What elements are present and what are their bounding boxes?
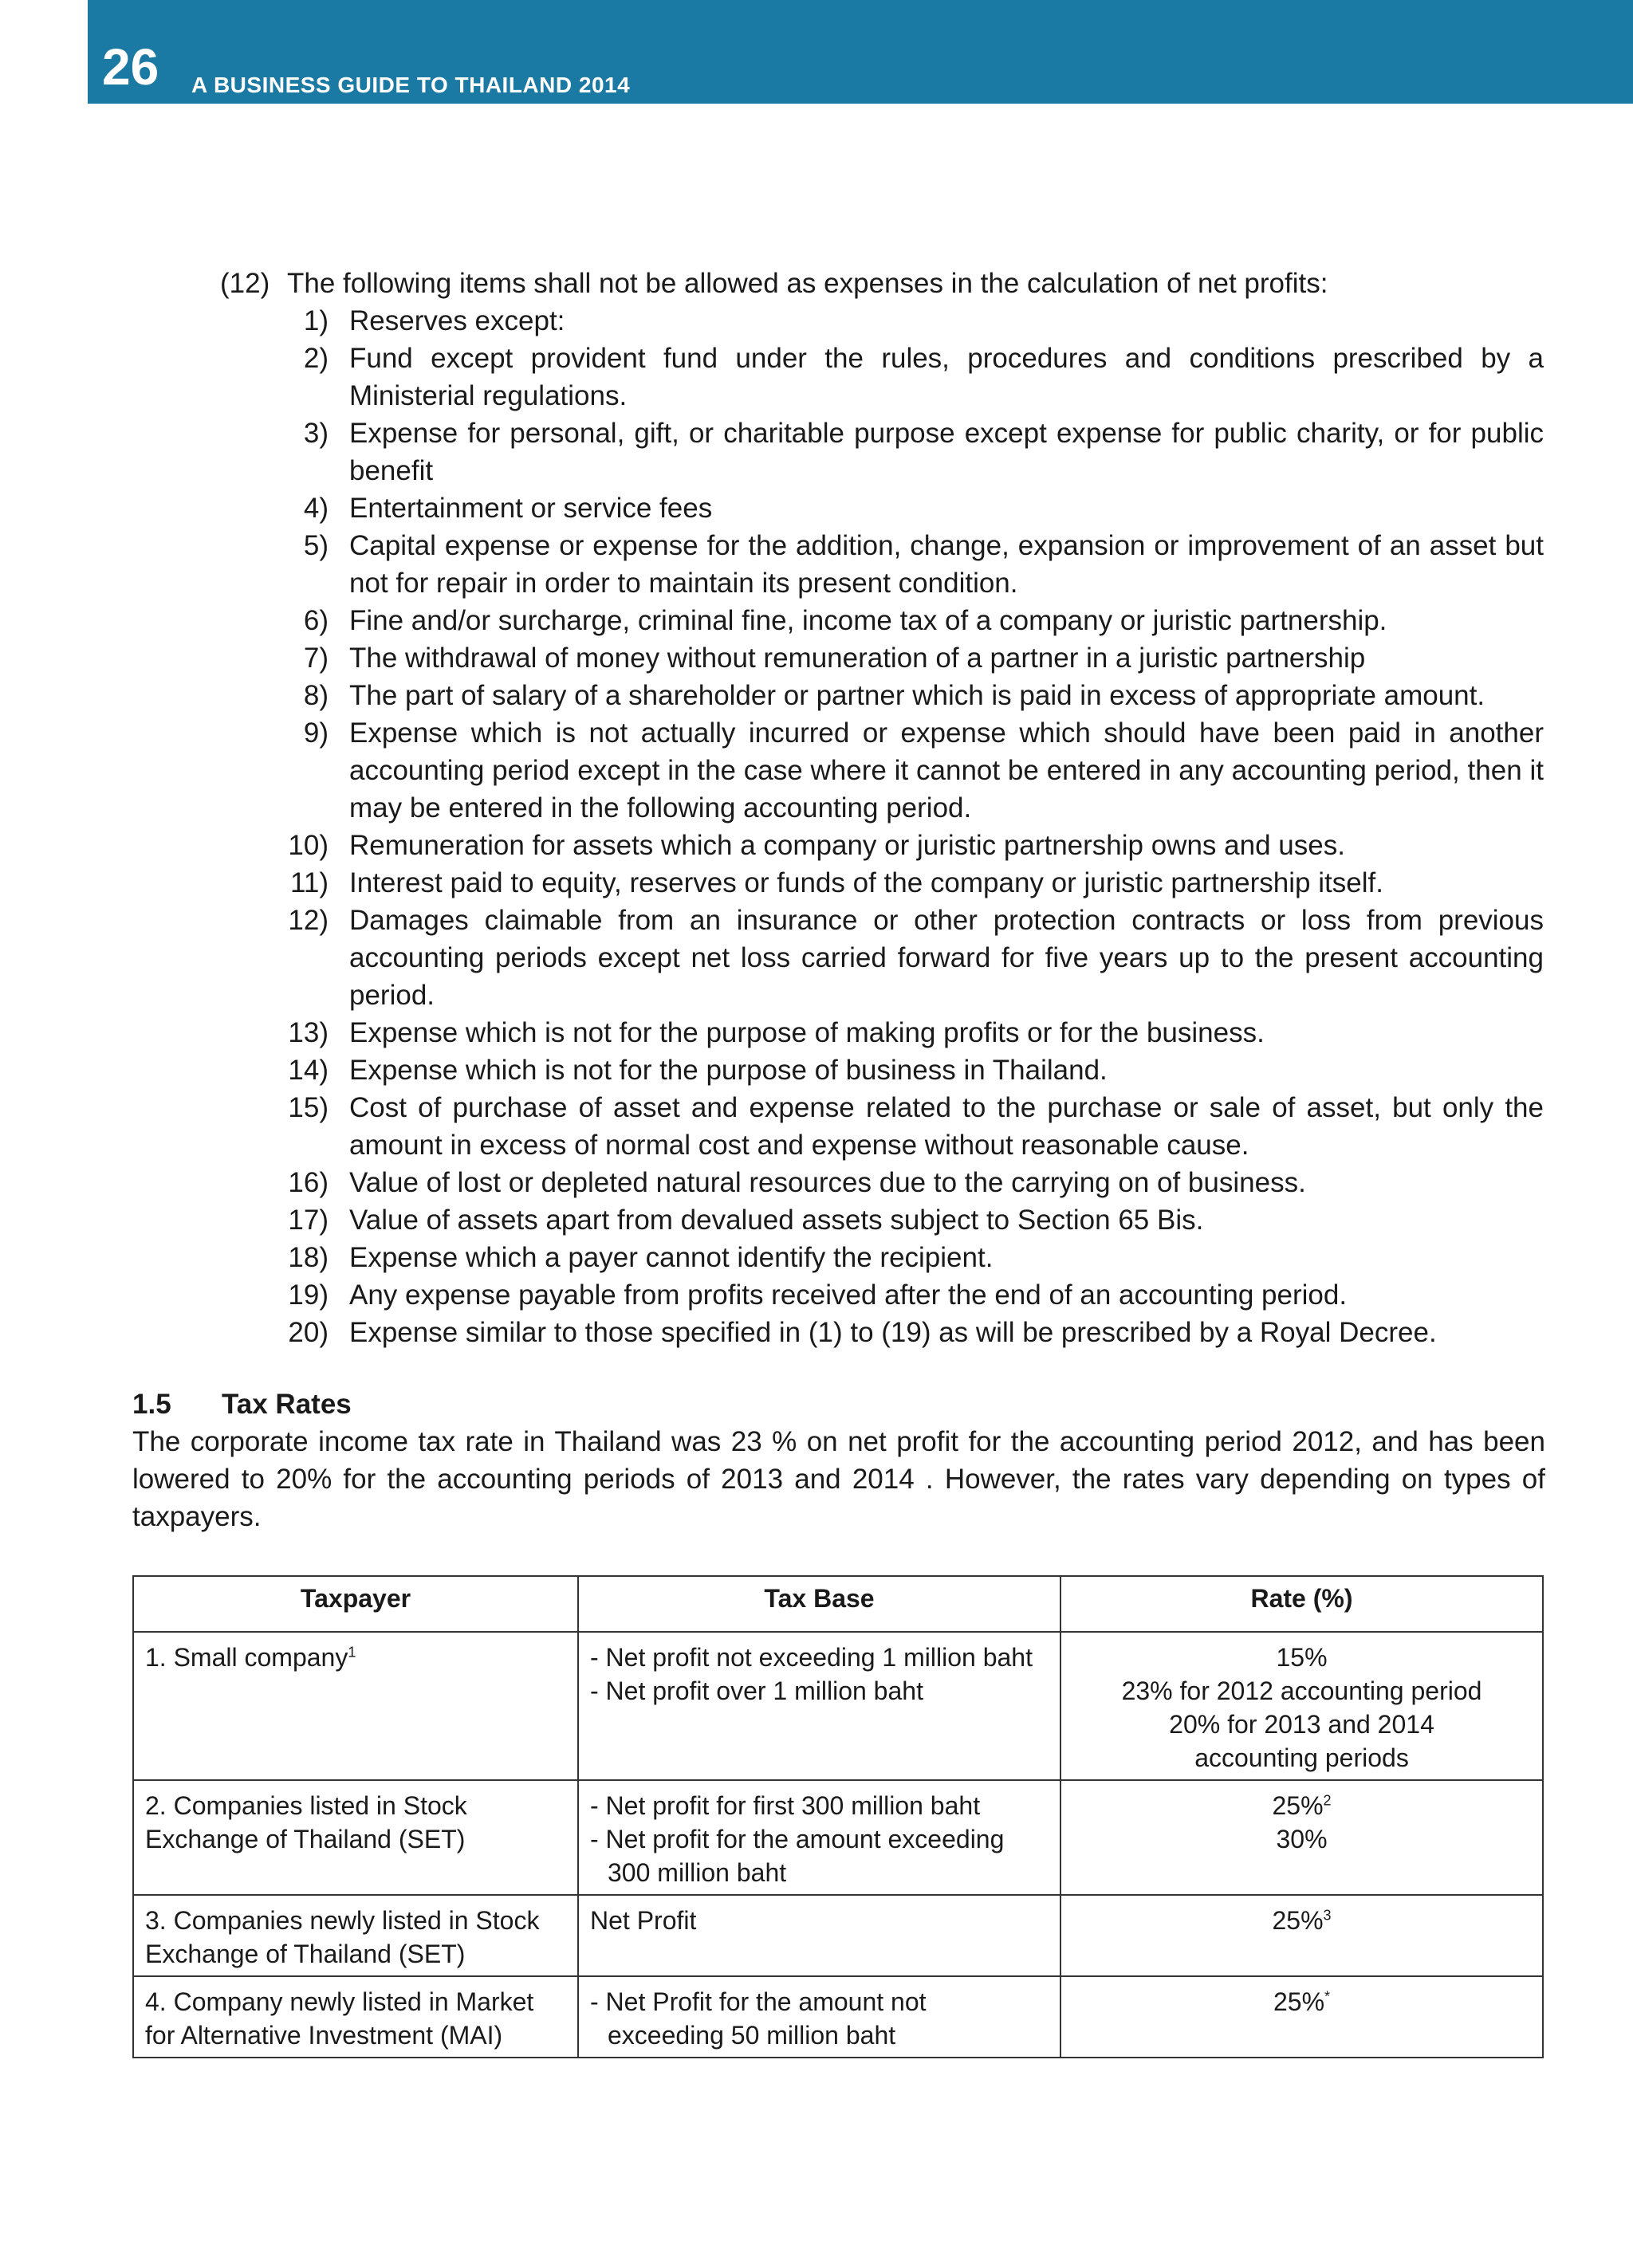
table-row (133, 1895, 1543, 1976)
list-item (284, 527, 1544, 602)
list-item-number: 13) (288, 1017, 329, 1048)
list-item-text: The withdrawal of money without remuneration of a partner in a juristic partnership (349, 643, 1366, 674)
section-title: Tax Rates (222, 1389, 352, 1420)
tax-base-cell (578, 1632, 1060, 1780)
list-item-number: 20) (288, 1317, 329, 1348)
list-item-text: Expense which is not for the purpose of making profits or for the business. (349, 1017, 1265, 1048)
list-item-text: Any expense payable from profits received after the end of an accounting period. (349, 1279, 1348, 1311)
section-12-intro (220, 265, 1560, 302)
list-item (284, 1201, 1544, 1239)
list-item-text: Fund except provident fund under the rules, procedures and conditions prescribed by a Ministerial regulations. (349, 343, 1544, 411)
taxpayer-cell (133, 1895, 578, 1976)
list-item (284, 1276, 1544, 1314)
rate-line: 23% for 2012 accounting period (1121, 1676, 1482, 1705)
footnote-marker: 3 (1323, 1907, 1332, 1924)
taxpayer-cell (133, 1976, 578, 2058)
list-item-text: Interest paid to equity, reserves or funds of the company or juristic partnership itself. (349, 867, 1383, 898)
list-item (284, 340, 1544, 415)
tax-base-cell (578, 1976, 1060, 2058)
rate-cell (1060, 1780, 1543, 1895)
table-row (133, 1976, 1543, 2058)
list-item-number: 17) (288, 1205, 329, 1236)
taxpayer-name: Exchange of Thailand (SET) (145, 1940, 466, 1968)
rate-line: 30% (1276, 1825, 1328, 1853)
list-item (284, 902, 1544, 1014)
rate-value: 25% (1272, 1791, 1324, 1820)
list-item (284, 1164, 1544, 1201)
list-item-text: Remuneration for assets which a company or juristic partnership owns and uses. (349, 830, 1345, 861)
tax-base-line: - Net profit for first 300 million baht (590, 1791, 981, 1820)
list-item-number: 10) (288, 830, 329, 861)
rate-value: 25% (1272, 1906, 1324, 1935)
rate-cell (1060, 1895, 1543, 1976)
list-item-number: 18) (288, 1242, 329, 1273)
list-item-number: 5) (303, 530, 329, 561)
rate-value: 25% (1273, 1987, 1325, 2016)
tax-base-line: 300 million baht (608, 1858, 787, 1887)
list-item-number: 8) (303, 680, 329, 711)
section-12-number: (12) (220, 268, 270, 299)
list-item-text: Value of lost or depleted natural resources due to the carrying on of business. (349, 1167, 1306, 1198)
list-item-number: 9) (303, 717, 329, 749)
header-bar (88, 0, 1633, 104)
rate-cell (1060, 1632, 1543, 1780)
list-item (284, 1014, 1544, 1051)
rate-line: 15% (1276, 1643, 1328, 1672)
disallowed-expenses-list (284, 302, 1544, 1351)
tax-base-line: - Net profit for the amount exceeding (590, 1825, 1005, 1853)
rate-line: accounting periods (1194, 1743, 1409, 1772)
tax-base-cell (578, 1780, 1060, 1895)
section-12-text: The following items shall not be allowed as expenses in the calculation of net profits: (287, 268, 1328, 299)
list-item (284, 1089, 1544, 1164)
list-item (284, 677, 1544, 714)
tax-base-line: exceeding 50 million baht (608, 2021, 896, 2050)
tax-base-line: - Net profit not exceeding 1 million baht (590, 1643, 1033, 1672)
column-header-tax-base: Tax Base (578, 1576, 1060, 1632)
list-item (284, 827, 1544, 864)
rate-line (1072, 1985, 1531, 2018)
list-item-number: 7) (303, 643, 329, 674)
tax-base-line: Net Profit (590, 1906, 697, 1935)
list-item-text: Cost of purchase of asset and expense related to the purchase or sale of asset, but only the amount in excess of normal cost and expense without reasonable cause. (349, 1092, 1544, 1161)
list-item-number: 3) (303, 418, 329, 449)
list-item-number: 14) (288, 1055, 329, 1086)
list-item-number: 16) (288, 1167, 329, 1198)
list-item (284, 415, 1544, 489)
list-item-text: Damages claimable from an insurance or other protection contracts or loss from previous accounting periods except net loss carried forward for five years up to the present accounting period. (349, 905, 1544, 1011)
tax-rates-paragraph: The corporate income tax rate in Thailand was 23 % on net profit for the accounting period 2012, and has been lowered to 20% for the accounting periods of 2013 and 2014 . However, the rates vary depending on types of taxpayers. (132, 1426, 1545, 1532)
list-item (284, 489, 1544, 527)
list-item-number: 12) (288, 905, 329, 936)
list-item-number: 4) (303, 493, 329, 524)
taxpayer-name: 4. Company newly listed in Market (145, 1987, 534, 2016)
list-item (284, 302, 1544, 340)
list-item-text: Expense which is not for the purpose of business in Thailand. (349, 1055, 1108, 1086)
list-item-text: Value of assets apart from devalued assets subject to Section 65 Bis. (349, 1205, 1204, 1236)
list-item (284, 1051, 1544, 1089)
rate-line (1072, 1789, 1531, 1822)
tax-rates-table (132, 1575, 1544, 2058)
footnote-marker: * (1324, 1988, 1331, 2005)
list-item (284, 714, 1544, 827)
table-row (133, 1780, 1543, 1895)
list-item-text: Reserves except: (349, 305, 565, 336)
column-header-taxpayer: Taxpayer (133, 1576, 578, 1632)
guide-title: A BUSINESS GUIDE TO THAILAND 2014 (191, 73, 631, 97)
list-item-text: Fine and/or surcharge, criminal fine, income tax of a company or juristic partnership. (349, 605, 1387, 636)
list-item-number: 19) (288, 1279, 329, 1311)
column-header-rate: Rate (%) (1060, 1576, 1543, 1632)
list-item (284, 602, 1544, 639)
list-item (284, 1314, 1544, 1351)
section-heading (132, 1386, 352, 1423)
taxpayer-name: Exchange of Thailand (SET) (145, 1825, 466, 1853)
rate-line (1072, 1904, 1531, 1937)
list-item-number: 6) (303, 605, 329, 636)
page-number: 26 (102, 38, 159, 96)
list-item-text: Expense for personal, gift, or charitable purpose except expense for public charity, or for public benefit (349, 418, 1544, 486)
list-item (284, 639, 1544, 677)
taxpayer-cell (133, 1780, 578, 1895)
rate-line: 20% for 2013 and 2014 (1169, 1710, 1434, 1739)
list-item-number: 15) (288, 1092, 329, 1123)
tax-base-line: - Net profit over 1 million baht (590, 1676, 923, 1705)
list-item-text: Expense which is not actually incurred or expense which should have been paid in another accounting period except in the case where it cannot be entered in any accounting period, then it may be entered in the following accounting period. (349, 717, 1544, 823)
list-item (284, 864, 1544, 902)
footnote-marker: 2 (1323, 1792, 1332, 1809)
rate-cell (1060, 1976, 1543, 2058)
tax-base-cell (578, 1895, 1060, 1976)
list-item-number: 1) (303, 305, 329, 336)
list-item-text: The part of salary of a shareholder or partner which is paid in excess of appropriate amount. (349, 680, 1485, 711)
taxpayer-name: 1. Small company (145, 1643, 348, 1672)
taxpayer-name: 2. Companies listed in Stock (145, 1791, 467, 1820)
table-row (133, 1632, 1543, 1780)
list-item-number: 11) (290, 867, 329, 898)
tax-base-line: - Net Profit for the amount not (590, 1987, 927, 2016)
taxpayer-name: 3. Companies newly listed in Stock (145, 1906, 540, 1935)
table-header-row (133, 1576, 1543, 1632)
taxpayer-name: for Alternative Investment (MAI) (145, 2021, 503, 2050)
list-item-text: Entertainment or service fees (349, 493, 713, 524)
list-item-text: Capital expense or expense for the addition, change, expansion or improvement of an asset but not for repair in order to maintain its present condition. (349, 530, 1544, 599)
list-item-number: 2) (303, 343, 329, 374)
list-item (284, 1239, 1544, 1276)
list-item-text: Expense which a payer cannot identify the recipient. (349, 1242, 994, 1273)
section-number: 1.5 (132, 1389, 171, 1420)
taxpayer-cell (133, 1632, 578, 1780)
footnote-marker: 1 (348, 1644, 356, 1661)
list-item-text: Expense similar to those specified in (1) to (19) as will be prescribed by a Royal Decree. (349, 1317, 1437, 1348)
